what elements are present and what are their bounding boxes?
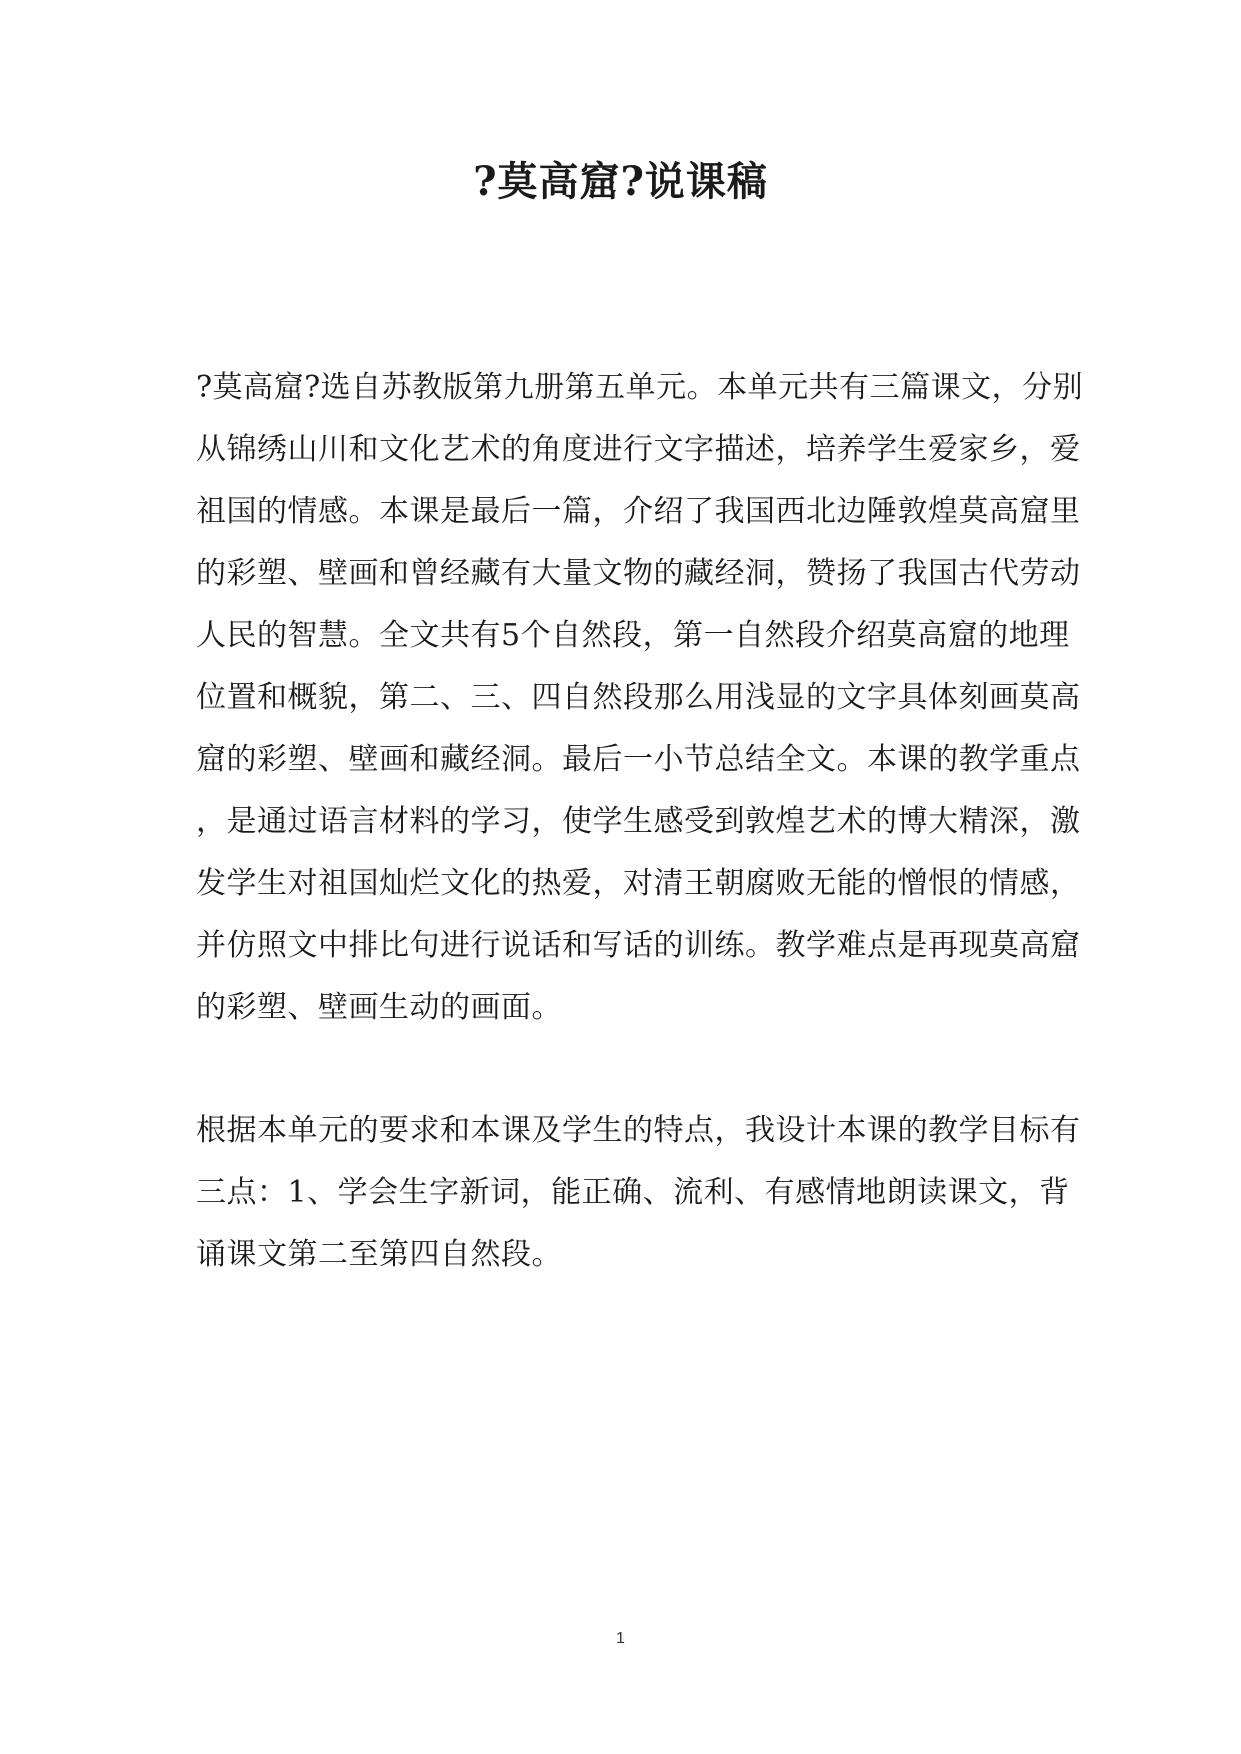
document-title: ?莫高窟?说课稿 [473, 158, 768, 205]
paragraph-line: 祖国的情感。本课是最后一篇，介绍了我国西北边陲敦煌莫高窟里 [196, 494, 1081, 529]
paragraph-line: 窟的彩塑、壁画和藏经洞。最后一小节总结全文。本课的教学重点 [196, 742, 1081, 777]
paragraph-line: ?莫高窟?选自苏教版第九册第五单元。本单元共有三篇课文，分别 [196, 370, 1084, 405]
paragraph-line: 诵课文第二至第四自然段。 [196, 1237, 562, 1272]
paragraph-line: 的彩塑、壁画和曾经藏有大量文物的藏经洞，赞扬了我国古代劳动 [196, 556, 1081, 591]
paragraph-line: 发学生对祖国灿烂文化的热爱，对清王朝腐败无能的憎恨的情感， [196, 866, 1081, 901]
paragraph-line: 从锦绣山川和文化艺术的角度进行文字描述，培养学生爱家乡，爱 [196, 432, 1081, 467]
paragraph-line: 位置和概貌，第二、三、四自然段那么用浅显的文字具体刻画莫高 [196, 680, 1081, 715]
paragraph-line: 三点：1、学会生字新词，能正确、流利、有感情地朗读课文，背 [196, 1175, 1070, 1210]
page-number: 1 [616, 1630, 625, 1647]
paragraph-line: 并仿照文中排比句进行说话和写话的训练。教学难点是再现莫高窟 [196, 928, 1081, 963]
paragraph-line: 根据本单元的要求和本课及学生的特点，我设计本课的教学目标有 [196, 1113, 1081, 1148]
paragraph-line: ，是通过语言材料的学习，使学生感受到敦煌艺术的博大精深，激 [196, 804, 1081, 839]
paragraph-line: 人民的智慧。全文共有5个自然段，第一自然段介绍莫高窟的地理 [196, 618, 1070, 653]
paragraph-line: 的彩塑、壁画生动的画面。 [196, 990, 562, 1025]
